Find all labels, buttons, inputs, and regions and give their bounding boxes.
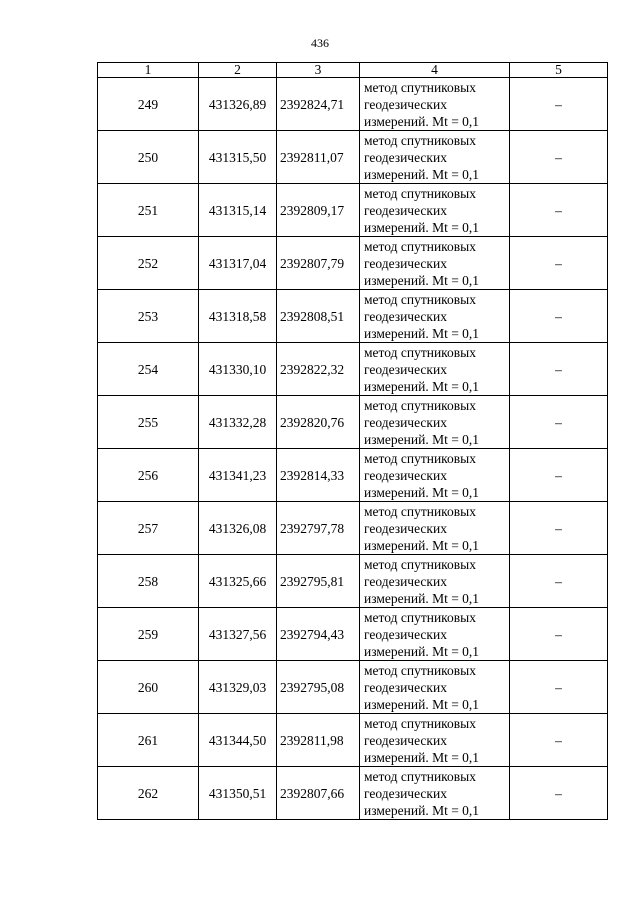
method-line-3: измерений. Mt = 0,1 (364, 219, 480, 235)
method-line-2: геодезических (364, 626, 447, 642)
header-col-1: 1 (98, 63, 199, 78)
coordinate-y: 2392820,76 (277, 396, 360, 449)
method-line-2: геодезических (364, 785, 447, 801)
coordinate-x: 431329,03 (199, 661, 277, 714)
method-line-2: геодезических (364, 679, 447, 695)
method-line-2: геодезических (364, 467, 447, 483)
note-cell: – (510, 555, 608, 608)
coordinate-y: 2392795,81 (277, 555, 360, 608)
table-row (98, 184, 608, 237)
method-line-3: измерений. Mt = 0,1 (364, 802, 480, 818)
coordinate-y: 2392795,08 (277, 661, 360, 714)
table-row (98, 396, 608, 449)
method-line-2: геодезических (364, 149, 447, 165)
table-row (98, 502, 608, 555)
table-row (98, 237, 608, 290)
point-number: 257 (98, 502, 199, 555)
point-number: 254 (98, 343, 199, 396)
coordinate-x: 431315,50 (199, 131, 277, 184)
point-number: 259 (98, 608, 199, 661)
coordinate-x: 431315,14 (199, 184, 277, 237)
method-line-2: геодезических (364, 732, 447, 748)
method-cell (360, 396, 510, 449)
method-cell (360, 555, 510, 608)
coordinate-y: 2392797,78 (277, 502, 360, 555)
method-line-3: измерений. Mt = 0,1 (364, 431, 480, 447)
point-number: 251 (98, 184, 199, 237)
method-line-1: метод спутниковых (364, 185, 476, 201)
method-cell (360, 767, 510, 820)
page-number: 436 (311, 36, 329, 50)
method-line-3: измерений. Mt = 0,1 (364, 272, 480, 288)
coordinate-y: 2392808,51 (277, 290, 360, 343)
coordinate-y: 2392824,71 (277, 78, 360, 131)
method-line-2: геодезических (364, 202, 447, 218)
method-line-3: измерений. Mt = 0,1 (364, 696, 480, 712)
point-number: 260 (98, 661, 199, 714)
header-col-2: 2 (199, 63, 277, 78)
method-line-1: метод спутниковых (364, 291, 476, 307)
method-cell (360, 131, 510, 184)
coordinate-x: 431326,08 (199, 502, 277, 555)
method-line-2: геодезических (364, 520, 447, 536)
method-cell (360, 661, 510, 714)
note-cell: – (510, 714, 608, 767)
coordinate-y: 2392807,66 (277, 767, 360, 820)
coordinate-y: 2392811,07 (277, 131, 360, 184)
note-cell: – (510, 449, 608, 502)
method-line-1: метод спутниковых (364, 238, 476, 254)
coordinate-x: 431344,50 (199, 714, 277, 767)
method-line-3: измерений. Mt = 0,1 (364, 484, 480, 500)
method-line-1: метод спутниковых (364, 344, 476, 360)
table-row (98, 714, 608, 767)
note-cell: – (510, 343, 608, 396)
coordinate-y: 2392811,98 (277, 714, 360, 767)
point-number: 255 (98, 396, 199, 449)
coordinate-y: 2392809,17 (277, 184, 360, 237)
note-cell: – (510, 78, 608, 131)
method-line-1: метод спутниковых (364, 79, 476, 95)
note-cell: – (510, 502, 608, 555)
method-line-2: геодезических (364, 96, 447, 112)
table-row (98, 555, 608, 608)
coordinate-x: 431327,56 (199, 608, 277, 661)
coordinate-x: 431317,04 (199, 237, 277, 290)
coordinates-table (97, 62, 608, 820)
method-line-1: метод спутниковых (364, 132, 476, 148)
coordinate-x: 431330,10 (199, 343, 277, 396)
point-number: 261 (98, 714, 199, 767)
method-line-3: измерений. Mt = 0,1 (364, 166, 480, 182)
header-row (98, 63, 608, 78)
method-line-3: измерений. Mt = 0,1 (364, 113, 480, 129)
table-row (98, 661, 608, 714)
method-cell (360, 78, 510, 131)
point-number: 256 (98, 449, 199, 502)
coordinate-y: 2392807,79 (277, 237, 360, 290)
note-cell: – (510, 290, 608, 343)
coordinate-x: 431341,23 (199, 449, 277, 502)
header-col-4: 4 (360, 63, 510, 78)
method-line-3: измерений. Mt = 0,1 (364, 749, 480, 765)
method-line-2: геодезических (364, 255, 447, 271)
method-cell (360, 608, 510, 661)
note-cell: – (510, 237, 608, 290)
table-row (98, 343, 608, 396)
method-line-1: метод спутниковых (364, 715, 476, 731)
method-line-2: геодезических (364, 361, 447, 377)
table-row (98, 767, 608, 820)
method-line-1: метод спутниковых (364, 556, 476, 572)
coordinate-x: 431326,89 (199, 78, 277, 131)
note-cell: – (510, 661, 608, 714)
method-cell (360, 290, 510, 343)
point-number: 250 (98, 131, 199, 184)
note-cell: – (510, 131, 608, 184)
method-cell (360, 237, 510, 290)
note-cell: – (510, 608, 608, 661)
table-row (98, 449, 608, 502)
note-cell: – (510, 767, 608, 820)
table-row (98, 78, 608, 131)
method-cell (360, 502, 510, 555)
method-line-2: геодезических (364, 414, 447, 430)
header-col-3: 3 (277, 63, 360, 78)
coordinate-x: 431350,51 (199, 767, 277, 820)
method-line-1: метод спутниковых (364, 397, 476, 413)
method-line-1: метод спутниковых (364, 609, 476, 625)
method-cell (360, 714, 510, 767)
table-row (98, 131, 608, 184)
table-row (98, 608, 608, 661)
method-line-1: метод спутниковых (364, 662, 476, 678)
point-number: 252 (98, 237, 199, 290)
note-cell: – (510, 396, 608, 449)
point-number: 253 (98, 290, 199, 343)
method-line-2: геодезических (364, 573, 447, 589)
method-line-3: измерений. Mt = 0,1 (364, 590, 480, 606)
table-row (98, 290, 608, 343)
coordinate-x: 431325,66 (199, 555, 277, 608)
method-line-1: метод спутниковых (364, 503, 476, 519)
method-line-3: измерений. Mt = 0,1 (364, 537, 480, 553)
method-cell (360, 449, 510, 502)
method-line-1: метод спутниковых (364, 450, 476, 466)
coordinate-x: 431318,58 (199, 290, 277, 343)
method-cell (360, 184, 510, 237)
method-line-3: измерений. Mt = 0,1 (364, 643, 480, 659)
point-number: 262 (98, 767, 199, 820)
header-col-5: 5 (510, 63, 608, 78)
point-number: 249 (98, 78, 199, 131)
note-cell: – (510, 184, 608, 237)
coordinate-y: 2392822,32 (277, 343, 360, 396)
coordinate-x: 431332,28 (199, 396, 277, 449)
method-line-3: измерений. Mt = 0,1 (364, 378, 480, 394)
coordinate-y: 2392814,33 (277, 449, 360, 502)
method-line-1: метод спутниковых (364, 768, 476, 784)
point-number: 258 (98, 555, 199, 608)
method-line-2: геодезических (364, 308, 447, 324)
method-cell (360, 343, 510, 396)
table-body (98, 78, 608, 820)
method-line-3: измерений. Mt = 0,1 (364, 325, 480, 341)
coordinate-y: 2392794,43 (277, 608, 360, 661)
